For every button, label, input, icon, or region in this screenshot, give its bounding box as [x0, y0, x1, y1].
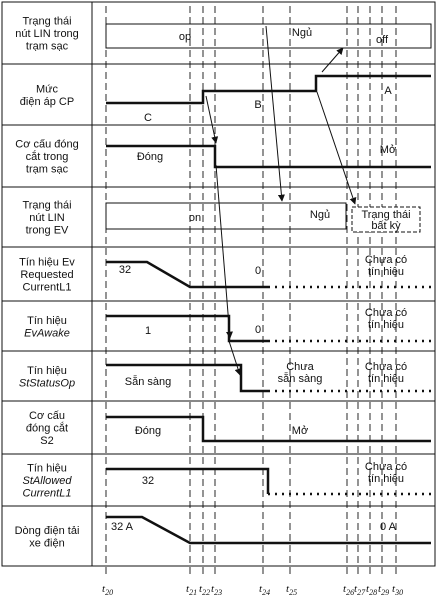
ev-awake-0: 0 [254, 324, 262, 336]
ev-current-0a: 0 A [380, 521, 396, 533]
ev-requested-none-2: tín hiệu [367, 266, 405, 278]
status-op-ready: Sẵn sàng [124, 376, 172, 388]
row-label-ev_requested-line1: Tín hiệu Ev [19, 256, 75, 269]
time-tick-27: $t_{27}$ [354, 583, 366, 597]
time-tick-25: $t_{25}$ [286, 583, 298, 597]
status-op-none-1: Chưa có [364, 361, 408, 373]
status-op-none-2: tín hiệu [367, 373, 405, 385]
allowed-current-none-1: Chưa có [364, 461, 408, 473]
time-tick-24: $t_{24}$ [259, 583, 271, 597]
time-tick-23: $t_{23}$ [211, 583, 223, 597]
lin-station-off-label: off [375, 34, 389, 46]
arrow-switch-to-awake [216, 165, 230, 338]
ev-awake-1: 1 [144, 325, 152, 337]
row-label-lin_ev-line3: trong EV [25, 224, 69, 237]
station-switch-closed: Đóng [136, 151, 164, 163]
row-label-station_switch-line2: cắt trong [25, 151, 69, 163]
row-label-ev_current-line2: xe điện [29, 537, 65, 550]
row-label-st_status-line2: StStatusOp [18, 377, 76, 390]
row-label-ev_requested-line2: Requested [20, 269, 74, 281]
lin-station-sleep-label: Ngủ [291, 27, 313, 39]
row-label-cp_voltage-line2: điện áp CP [19, 95, 75, 108]
row-label-cp_voltage-line1: Mức [35, 83, 59, 96]
row-labels [15, 16, 80, 550]
row-label-st_allowed-line2: StAllowed [22, 475, 72, 487]
row-label-lin_ev-line2: nút LIN [29, 212, 65, 224]
lin-ev-sleep-label: Ngủ [309, 209, 331, 221]
lin-ev-any-line1: Trạng thái [361, 209, 411, 221]
lin-station-op-label: op [178, 31, 192, 43]
row-label-lin_station-line3: trạm sạc [25, 40, 69, 53]
cp-level-a: A [384, 85, 392, 97]
row-label-station_switch-line3: trạm sạc [25, 163, 69, 176]
row-label-s2_switch-line2: đóng cắt [25, 422, 69, 435]
ev-current-32a: 32 A [110, 521, 134, 533]
row-label-ev_awake-line1: Tín hiệu [27, 314, 67, 327]
arrow-sleep-to-ev [266, 26, 282, 201]
ev-awake-none-1: Chưa có [364, 307, 408, 319]
station-switch-open: Mở [379, 144, 397, 156]
time-tick-20: $t_{20}$ [102, 583, 114, 597]
ev-requested-0: 0 [254, 265, 262, 277]
time-labels [102, 583, 403, 597]
lin-station-signal [106, 24, 431, 48]
ev-awake-none-2: tín hiệu [367, 319, 405, 331]
ev-awake-trace [106, 316, 268, 341]
row-label-ev_awake-line2: EvAwake [24, 327, 70, 340]
cp-level-c: C [144, 112, 152, 124]
lin-ev-on-label: on [188, 212, 202, 224]
row-label-lin_station-line1: Trạng thái [22, 15, 72, 28]
lin-ev-any-line2: bất kỳ [371, 220, 401, 232]
time-tick-21: $t_{21}$ [186, 583, 198, 597]
s2-switch-closed: Đóng [134, 425, 162, 437]
row-label-lin_ev-line1: Trạng thái [22, 199, 72, 212]
allowed-current-trace [106, 469, 268, 494]
status-op-notready-2: sẵn sàng [277, 373, 323, 385]
allowed-current-32: 32 [141, 475, 155, 487]
cp-level-b: B [254, 99, 262, 111]
row-label-station_switch-line1: Cơ cấu đóng [15, 138, 79, 151]
row-label-st_status-line1: Tín hiệu [27, 364, 67, 377]
time-tick-22: $t_{22}$ [199, 583, 211, 597]
ev-requested-32: 32 [118, 264, 132, 276]
row-label-lin_station-line2: nút LIN trong [15, 28, 79, 40]
row-label-ev_current-line1: Dòng điện tải [14, 524, 80, 537]
row-label-ev_requested-line3: CurrentL1 [22, 281, 72, 294]
row-label-st_allowed-line3: CurrentL1 [22, 487, 72, 500]
time-tick-29: $t_{29}$ [378, 583, 390, 597]
arrow-cp-to-off [322, 48, 343, 72]
ev-requested-none-1: Chưa có [364, 254, 408, 266]
time-tick-26: $t_{26}$ [343, 583, 355, 597]
status-op-notready-1: Chưa [286, 361, 314, 373]
s2-switch-open: Mở [291, 425, 309, 437]
row-label-s2_switch-line1: Cơ cấu [29, 410, 65, 422]
status-arrows [216, 165, 240, 375]
time-tick-28: $t_{28}$ [366, 583, 378, 597]
arrow-awake-to-status [229, 341, 240, 375]
transition-arrows [206, 26, 355, 204]
row-label-s2_switch-line3: S2 [40, 435, 54, 447]
time-tick-30: $t_{30}$ [392, 583, 404, 597]
row-label-st_allowed-line1: Tín hiệu [27, 462, 67, 475]
arrow-cp-to-switch [206, 96, 216, 143]
allowed-current-none-2: tín hiệu [367, 473, 405, 485]
